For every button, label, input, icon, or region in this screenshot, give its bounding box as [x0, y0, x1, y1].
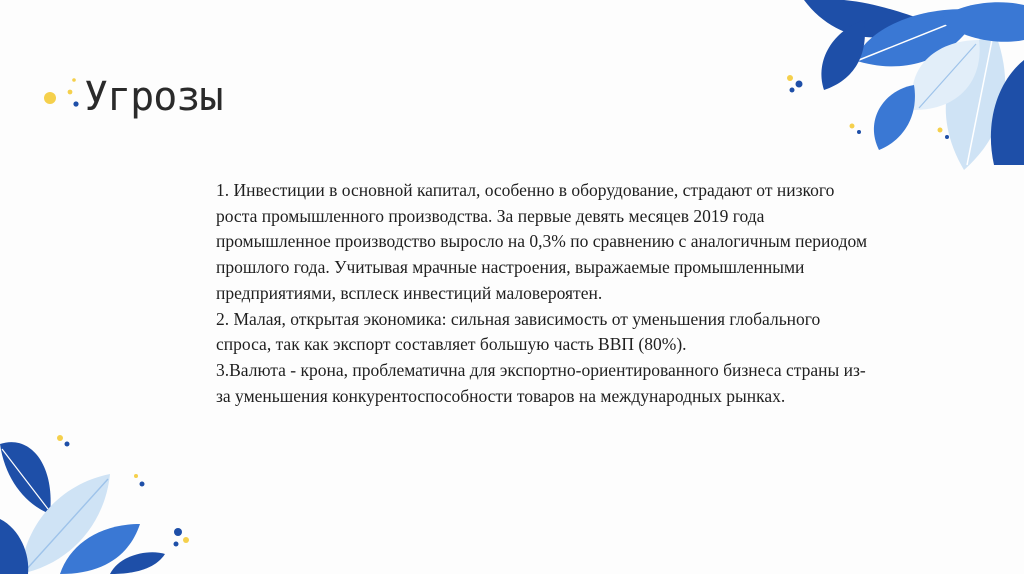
leaf-cluster-bottom-left-icon — [0, 424, 200, 574]
paragraph-1: 1. Инвестиции в основной капитал, особенно в оборудование, страдают от низкого роста промышленного производства. За первые девять месяцев 2019 года промышленное производство выросло на 0,3% по сравнению с аналогичным периодом прошлого года. Учитывая мрачные настроения, выражаемые промышленными предприятиями, всплеск инвестиций маловероятен. — [216, 180, 868, 303]
slide-title: Угрозы — [84, 74, 223, 120]
paragraph-3: 3.Валюта - крона, проблематична для экспортно-ориентированного бизнеса страны из-за уменьшения конкурентоспособности товаров на международных рынках. — [216, 359, 866, 406]
body-text — [216, 178, 876, 409]
leaf-cluster-top-right-icon — [764, 0, 1024, 170]
paragraph-2: 2. Малая, открытая экономика: сильная зависимость от уменьшения глобального спроса, так как экспорт составляет большую часть ВВП (80%). — [216, 308, 821, 355]
title-dots-icon — [40, 70, 88, 120]
